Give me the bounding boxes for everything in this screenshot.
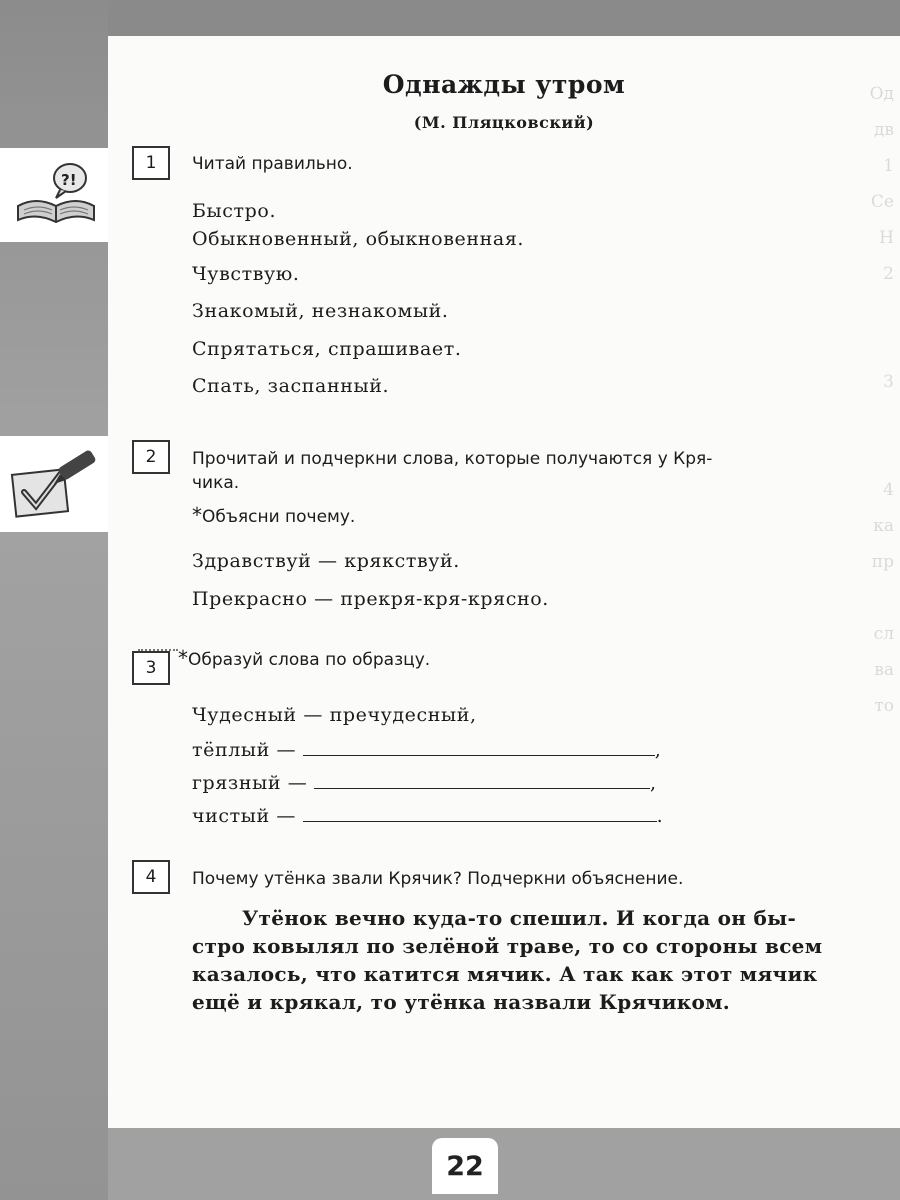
check-pencil-icon bbox=[10, 450, 102, 524]
bleed-through-text: Од дв 1 Се Н 2 3 4 ка пр сл ва то bbox=[869, 84, 894, 716]
answer-blank[interactable] bbox=[303, 737, 655, 756]
page-footer bbox=[108, 1128, 900, 1200]
svg-text:?!: ?! bbox=[61, 171, 77, 189]
example-line: Чудесный — пречудесный, bbox=[192, 704, 477, 726]
background-top bbox=[0, 0, 900, 40]
task-instruction: Прочитай и подчеркни слова, которые получаются у Кря- чика. bbox=[192, 449, 713, 493]
page-title: Однажды утром bbox=[382, 70, 626, 99]
reading-line: Обыкновенный, обыкновенная. bbox=[192, 228, 525, 250]
reading-line: Спать, заспанный. bbox=[192, 375, 390, 397]
fill-line: грязный — , bbox=[192, 772, 657, 794]
task-instruction: Читай правильно. bbox=[192, 154, 353, 174]
reading-line: Чувствую. bbox=[192, 263, 300, 285]
answer-blank[interactable] bbox=[314, 770, 650, 789]
reading-line: Спрятаться, спрашивает. bbox=[192, 338, 462, 360]
story-line: стро ковылял по зелёной траве, то со стороны всем bbox=[192, 934, 823, 958]
task-number-box: 2 bbox=[132, 440, 170, 474]
task-instruction: Почему утёнка звали Крячик? Подчеркни объяснение. bbox=[192, 869, 684, 889]
task-number-box: 4 bbox=[132, 860, 170, 894]
open-book-icon bbox=[14, 160, 98, 234]
task-subinstruction: *Объясни почему. bbox=[192, 503, 356, 527]
reading-line: Знакомый, незнакомый. bbox=[192, 300, 449, 322]
task-instruction: *Образуй слова по образцу. bbox=[178, 646, 431, 670]
story-line: Утёнок вечно куда-то спешил. И когда он бы- bbox=[242, 906, 797, 930]
word-pair: Прекрасно — прекря-кря-крясно. bbox=[192, 588, 549, 610]
task-number-box: 1 bbox=[132, 146, 170, 180]
word-pair: Здравствуй — крякствуй. bbox=[192, 550, 460, 572]
fill-line: тёплый — , bbox=[192, 739, 662, 761]
author-name: (М. Пляцковский) bbox=[413, 113, 595, 132]
story-paragraph bbox=[192, 904, 892, 1016]
story-line: казалось, что катится мячик. А так как этот мячик bbox=[192, 962, 818, 986]
story-line: ещё и крякал, то утёнка назвали Крячиком. bbox=[192, 990, 731, 1014]
task-number-box: 3 bbox=[132, 651, 170, 685]
reading-line: Быстро. bbox=[192, 200, 277, 222]
fill-line: чистый — . bbox=[192, 805, 664, 827]
answer-blank[interactable] bbox=[303, 803, 657, 822]
page-number: 22 bbox=[432, 1138, 498, 1194]
